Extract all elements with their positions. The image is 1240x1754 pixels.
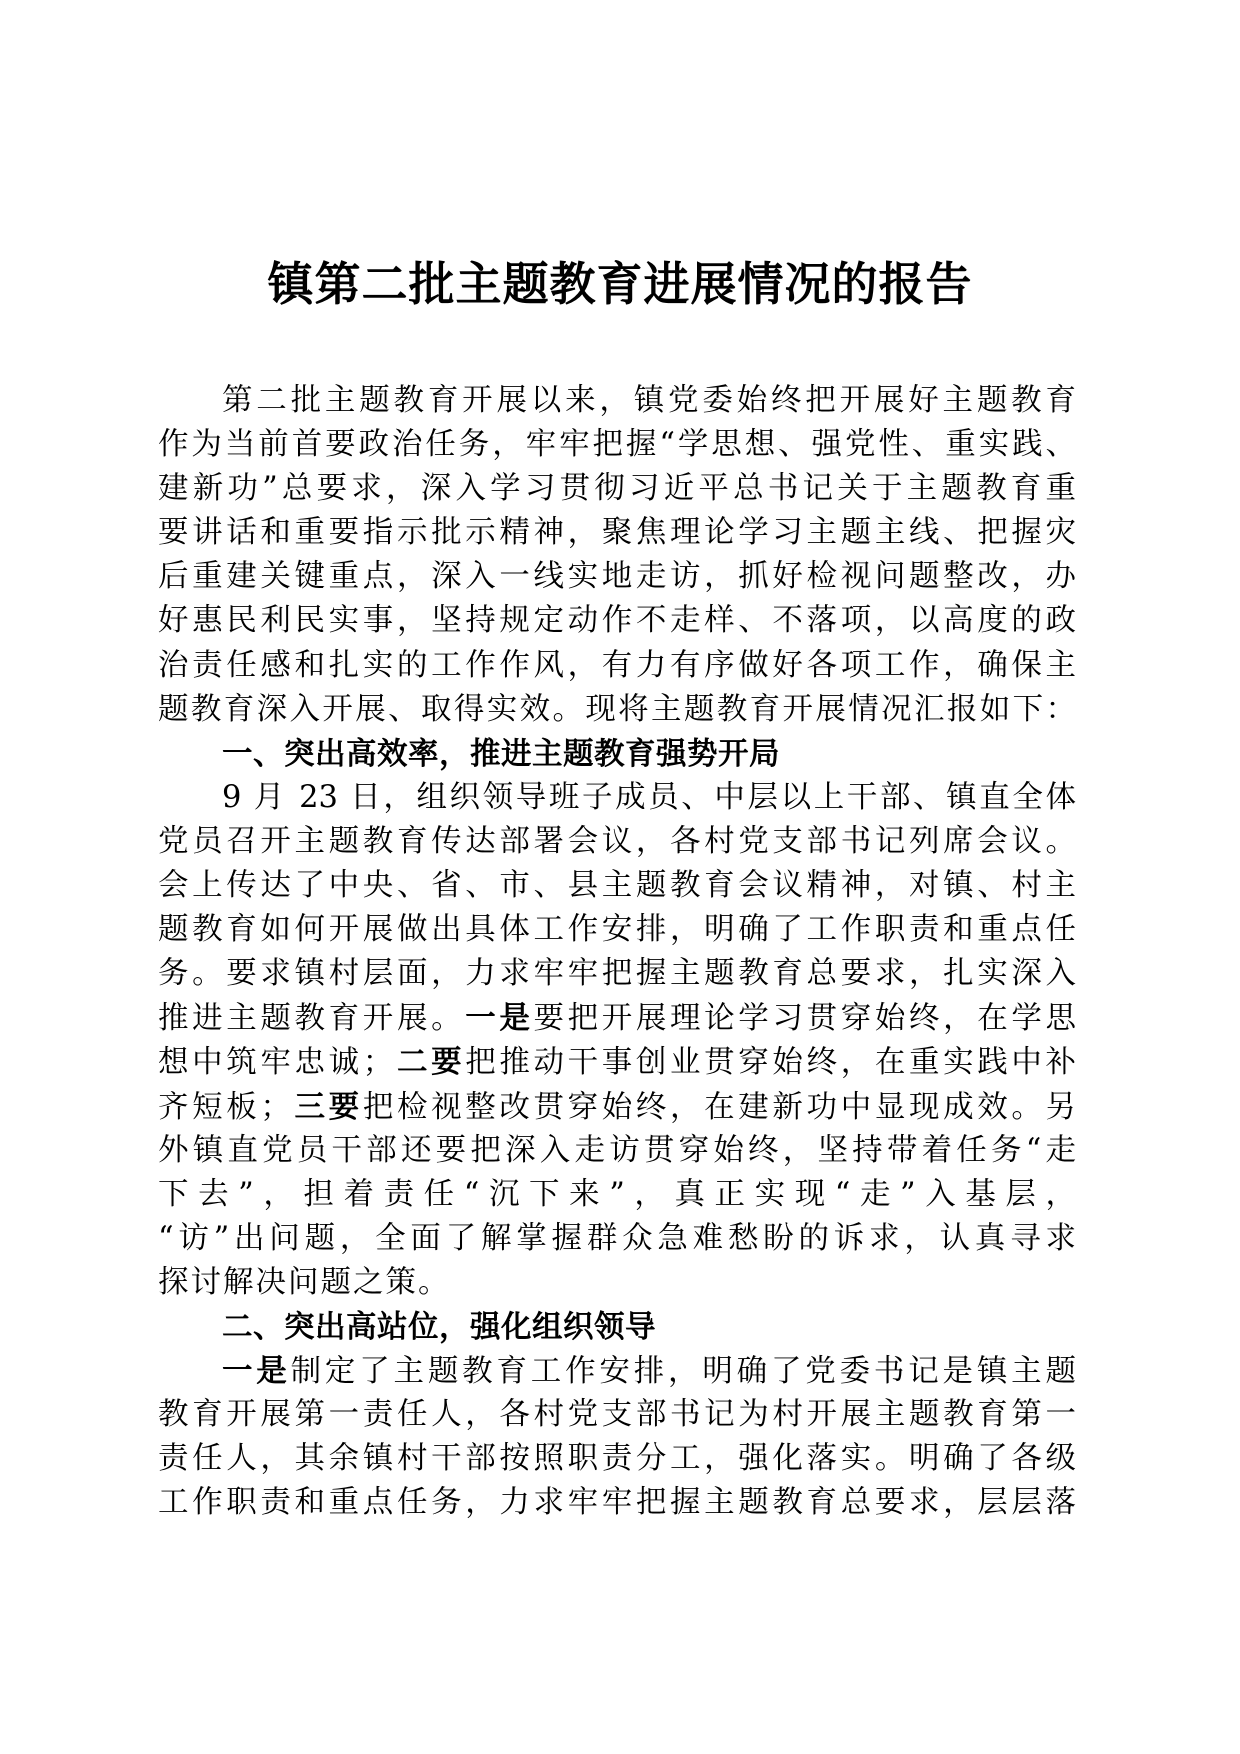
paragraph-line: 作为当前首要政治任务，牢牢把握“学思想、强党性、重实践、 (158, 427, 1076, 463)
paragraph-line: 9 月 23 日，组织领导班子成员、中层以上干部、镇直全体 (222, 779, 1076, 815)
line-text: 把推动干事创业贯穿始终，在重实践中补 (465, 1045, 1076, 1081)
paragraph-line (158, 1040, 1076, 1084)
paragraph-line: 下去”，担着责任“沉下来”，真正实现“走”入基层， (158, 1176, 1076, 1212)
keyword-emphasis: 二要 (393, 1044, 466, 1081)
document-title: 镇第二批主题教育进展情况的报告 (267, 257, 973, 311)
paragraph-line: 会上传达了中央、省、市、县主题教育会议精神，对镇、村主 (158, 868, 1076, 904)
line-text: 制定了主题教育工作安排，明确了党委书记是镇主题 (290, 1354, 1076, 1390)
section-heading-2: 二、突出高站位，强化组织领导 (222, 1308, 656, 1345)
keyword-emphasis: 三要 (290, 1088, 363, 1125)
paragraph-line: 后重建关键重点，深入一线实地走访，抓好检视问题整改，办 (158, 559, 1076, 595)
paragraph-line: 要讲话和重要指示批示精神，聚焦理论学习主题主线、把握灾 (158, 515, 1076, 551)
paragraph-line: 党员召开主题教育传达部署会议，各村党支部书记列席会议。 (158, 823, 1076, 859)
section-2-paragraph (158, 1349, 1076, 1525)
section-heading-1: 一、突出高效率，推进主题教育强势开局 (222, 735, 780, 772)
line-text: 把检视整改贯穿始终，在建新功中显现成效。另 (362, 1089, 1076, 1125)
line-text: 要把开展理论学习贯穿始终，在学思 (533, 1001, 1076, 1037)
section-1-paragraph (158, 776, 1076, 1305)
paragraph-line (158, 996, 1076, 1040)
paragraph-line: 工作职责和重点任务，力求牢牢把握主题教育总要求，层层落 (158, 1485, 1076, 1521)
paragraph-line: 外镇直党员干部还要把深入走访贯穿始终，坚持带着任务“走 (158, 1132, 1076, 1168)
paragraph-line: 责任人，其余镇村干部按照职责分工，强化落实。明确了各级 (158, 1441, 1076, 1477)
paragraph-line: 探讨解决问题之策。 (158, 1264, 451, 1300)
paragraph-line (158, 1085, 1076, 1129)
line-text: 想中筑牢忠诚； (158, 1045, 394, 1081)
paragraph-line (158, 1349, 1076, 1393)
paragraph-line: 题教育如何开展做出具体工作安排，明确了工作职责和重点任 (158, 912, 1076, 948)
paragraph-line: 题教育深入开展、取得实效。现将主题教育开展情况汇报如下： (158, 691, 1076, 727)
line-text: 推进主题教育开展。 (158, 1001, 466, 1037)
keyword-emphasis: 一是 (465, 1000, 534, 1037)
paragraph-line: 建新功”总要求，深入学习贯彻习近平总书记关于主题教育重 (158, 471, 1076, 507)
paragraph-line: 务。要求镇村层面，力求牢牢把握主题教育总要求，扎实深入 (158, 956, 1076, 992)
intro-paragraph (158, 379, 1076, 732)
paragraph-line: 好惠民利民实事，坚持规定动作不走样、不落项，以高度的政 (158, 603, 1076, 639)
paragraph-line: 治责任感和扎实的工作作风，有力有序做好各项工作，确保主 (158, 647, 1076, 683)
keyword-emphasis: 一是 (222, 1353, 291, 1390)
line-text: 齐短板； (158, 1089, 291, 1125)
paragraph-line: 教育开展第一责任人，各村党支部书记为村开展主题教育第一 (158, 1397, 1076, 1433)
document-body (158, 379, 1076, 1525)
paragraph-line: 第二批主题教育开展以来，镇党委始终把开展好主题教育 (222, 383, 1076, 418)
paragraph-line: “访”出问题，全面了解掌握群众急难愁盼的诉求，认真寻求 (158, 1220, 1076, 1256)
